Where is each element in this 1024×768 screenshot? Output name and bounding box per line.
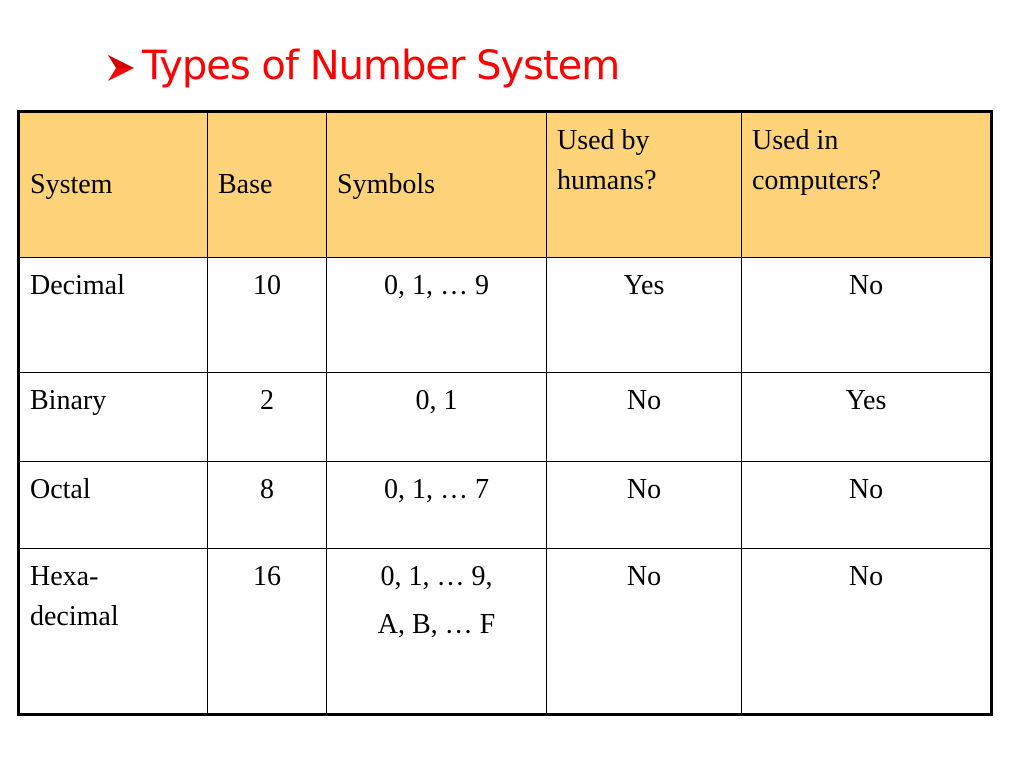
header-humans-line1: Used by — [557, 125, 650, 156]
cell-symbols — [327, 373, 547, 462]
table-row — [19, 462, 992, 549]
cell-computers: No — [742, 258, 992, 373]
cell-symbols-line1: 0, 1, … 9 — [384, 270, 489, 301]
cell-system-line1: Octal — [30, 474, 91, 505]
slide-title — [104, 38, 619, 94]
table-row — [19, 549, 992, 715]
cell-system — [19, 373, 208, 462]
cell-base: 2 — [208, 373, 327, 462]
header-used-in-computers — [742, 112, 992, 258]
cell-computers: No — [742, 462, 992, 549]
header-base: Base — [208, 112, 327, 258]
cell-system — [19, 258, 208, 373]
cell-symbols — [327, 549, 547, 715]
header-computers-line1: Used in — [752, 125, 839, 156]
cell-symbols-line1: 0, 1, … 7 — [384, 474, 489, 505]
header-system: System — [19, 112, 208, 258]
cell-symbols — [327, 258, 547, 373]
table-header-row — [19, 112, 992, 258]
header-humans-line2: humans? — [557, 165, 657, 196]
cell-system — [19, 462, 208, 549]
number-system-table — [17, 110, 993, 716]
cell-humans: No — [547, 462, 742, 549]
cell-system — [19, 549, 208, 715]
cell-system-line1: Hexa- — [30, 561, 99, 592]
cell-computers: No — [742, 549, 992, 715]
cell-system-line2: decimal — [30, 601, 119, 632]
cell-base: 16 — [208, 549, 327, 715]
cell-humans: Yes — [547, 258, 742, 373]
cell-humans: No — [547, 549, 742, 715]
cell-symbols-line1: 0, 1, … 9, — [380, 561, 493, 592]
cell-symbols — [327, 462, 547, 549]
header-computers-line2: computers? — [752, 165, 882, 196]
header-symbols: Symbols — [327, 112, 547, 258]
cell-base: 10 — [208, 258, 327, 373]
cell-system-line1: Binary — [30, 385, 107, 416]
arrowhead-bullet-icon — [104, 49, 138, 83]
cell-humans: No — [547, 373, 742, 462]
cell-system-line1: Decimal — [30, 270, 125, 301]
cell-computers: Yes — [742, 373, 992, 462]
title-text: Types of Number System — [142, 43, 620, 89]
table-row — [19, 373, 992, 462]
cell-symbols-line1: 0, 1 — [415, 385, 458, 416]
header-used-by-humans — [547, 112, 742, 258]
table-row — [19, 258, 992, 373]
cell-symbols-line2: A, B, … F — [377, 609, 496, 640]
cell-base: 8 — [208, 462, 327, 549]
